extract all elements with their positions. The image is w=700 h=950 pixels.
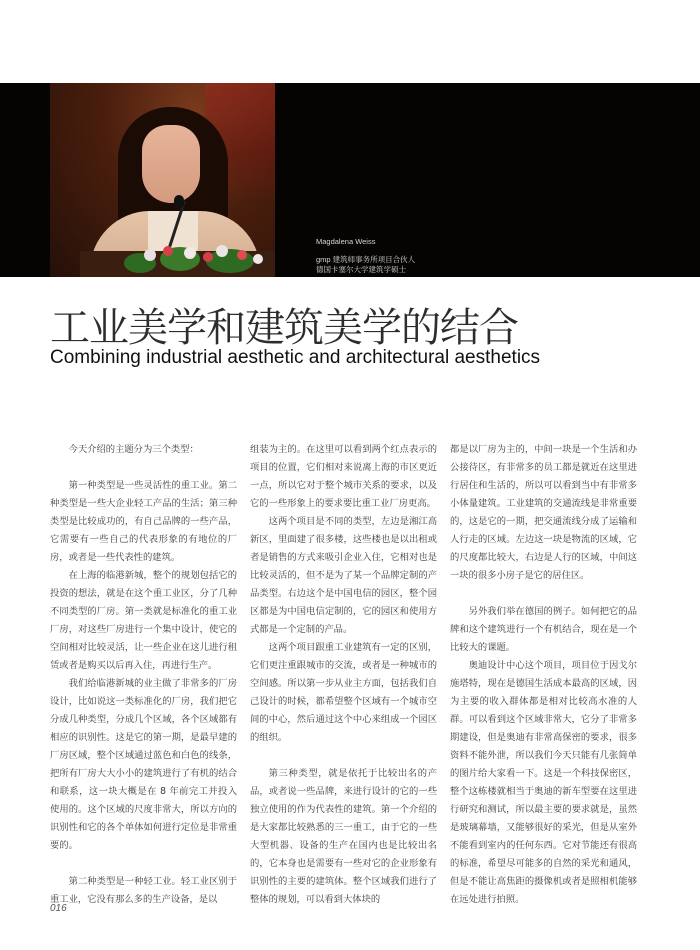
paragraph: 另外我们举在德国的例子。如何把它的品牌和这个建筑进行一个有机结合，现在是一个比较大的课题。 [450, 606, 637, 653]
article-title-english: Combining industrial aesthetic and architectural aesthetics [50, 347, 541, 368]
paragraph: 第一种类型是一些灵活性的重工业。第二种类型是一些大企业轻工产品的生活；第三种类型是比较成功的，有自己品牌的一些产品，它需要有一些自己的代表形象的有地位的厂房，或者是一些代表性的建筑。 [50, 480, 237, 563]
microphone-icon [174, 195, 184, 209]
speaker-name: Magdalena Weiss [316, 237, 376, 246]
article-title-chinese: 工业美学和建筑美学的结合 [50, 305, 518, 351]
paragraph: 在上海的临港新城，整个的规划包括它的投资的想法，就是在这个重工业区，分了几种不同类型的厂房。第一类就是标准化的重工业厂房，对这些厂房进行一个集中设计，使它的空间相对比较灵活，让一些企业在这儿进行租赁或者是购买以后再入住，再进行生产。 [50, 570, 237, 671]
text-column-2 [250, 441, 437, 909]
paragraph: 这两个项目跟重工业建筑有一定的区别，它们更注重跟城市的交流，或者是一种城市的空间感。所以第一步从业主方面，包括我们自己设计的时候，都希望整个区域有一个城市空间的中心，然后通过这个中心来组成一个园区的组织。 [250, 642, 437, 743]
text-column-1 [50, 441, 237, 909]
photo-flower-arrangement [120, 233, 270, 277]
speaker-degree: 德国卡塞尔大学建筑学硕士 [316, 264, 406, 274]
paragraph: 第二种类型是一种轻工业。轻工业区别于重工业，它没有那么多的生产设备，是以 [50, 876, 237, 905]
text-column-3 [450, 441, 637, 909]
photo-caption [316, 237, 536, 274]
paragraph: 第三种类型，就是依托于比较出名的产品，或者说一些品牌，来进行设计的它的一些独立使用的作为代表性的建筑。第一个介绍的是大家都比较熟悉的三一重工，由于它的一些大型机器、设备的生产在国内也是比较出名的，它本身也是需要有一些对它的企业形象有识别性的主要的建筑体。整个区域我们进行了整体的规划，可以看到大体块的 [250, 768, 437, 905]
page-number: 016 [50, 903, 67, 914]
paragraph: 都是以厂房为主的，中间一块是一个生活和办公接待区，有非常多的员工都是就近在这里进行居住和生活的，所以可以看到当中有非常多小体量建筑。工业建筑的交通流线是非常重要的，这是它的一期，把交通流线分成了运输和人行走的区域。左边这一块是物流的区域，它的尺度都比较大，右边是人行的区域，中间这一块的很多小房子是它的居住区。 [450, 444, 637, 581]
paragraph: 我们给临港新城的业主做了非常多的厂房设计，比如说这一类标准化的厂房，我们把它分成几种类型，分成几个区域，各个区域都有相应的识别性。这是它的第一期，是最早建的厂房区域，整个区域通过蓝色和白色的线条，把所有厂房大大小小的建筑进行了有机的结合和联系，这一块大概是在 8 年前完工并投入使用的。这个区域的尺度非常大，所以方向的识别性和它的各个单体如何进行定位是非常重要的。 [50, 678, 237, 851]
speaker-role: gmp 建筑师事务所项目合伙人 [316, 255, 416, 264]
photo-speaker-face [142, 125, 200, 203]
paragraph: 组装为主的。在这里可以看到两个红点表示的项目的位置，它们相对来说离上海的市区更近一点，所以它对于整个城市关系的要求，以及它的一些形象上的要求要比重工业厂房更高。 [250, 444, 437, 509]
paragraph: 奥迪设计中心这个项目，项目位于因戈尔施塔特，现在是德国生活成本最高的区域，因为主要的收入群体都是相对比较高水准的人群。可以看到这个区域非常大，它分了非常多期建设，但是奥迪有非常高保密的要求，很多资料不能外泄，所以我们今天只能有几张简单的图片给大家看一下。这是一个科技保密区，整个这栋楼就相当于奥迪的新车型要在这里进行研究和测试，所以最主要的要求就是，虽然是玻璃幕墙，又能够很好的采光，但是从室外不能看到室内的任何东西。它对节能还有很高的标准，希望尽可能多的自然的采光和通风，但是不能让高焦距的摄像机或者是照相机能够在远处进行拍照。 [450, 660, 637, 905]
paragraph: 今天介绍的主题分为三个类型： [68, 444, 199, 455]
paragraph: 这两个项目是不同的类型，左边是湘江高新区，里面建了很多楼，这些楼也是以出租或者是销售的方式来吸引企业入住，它相对也是比较灵活的，但不是为了某一个品牌定制的产品类型。右边这个是中国电信的园区，整个园区都是为中国电信定制的，它的园区和使用方式都是一个定制的产品。 [250, 516, 437, 635]
speaker-photo [50, 83, 275, 277]
